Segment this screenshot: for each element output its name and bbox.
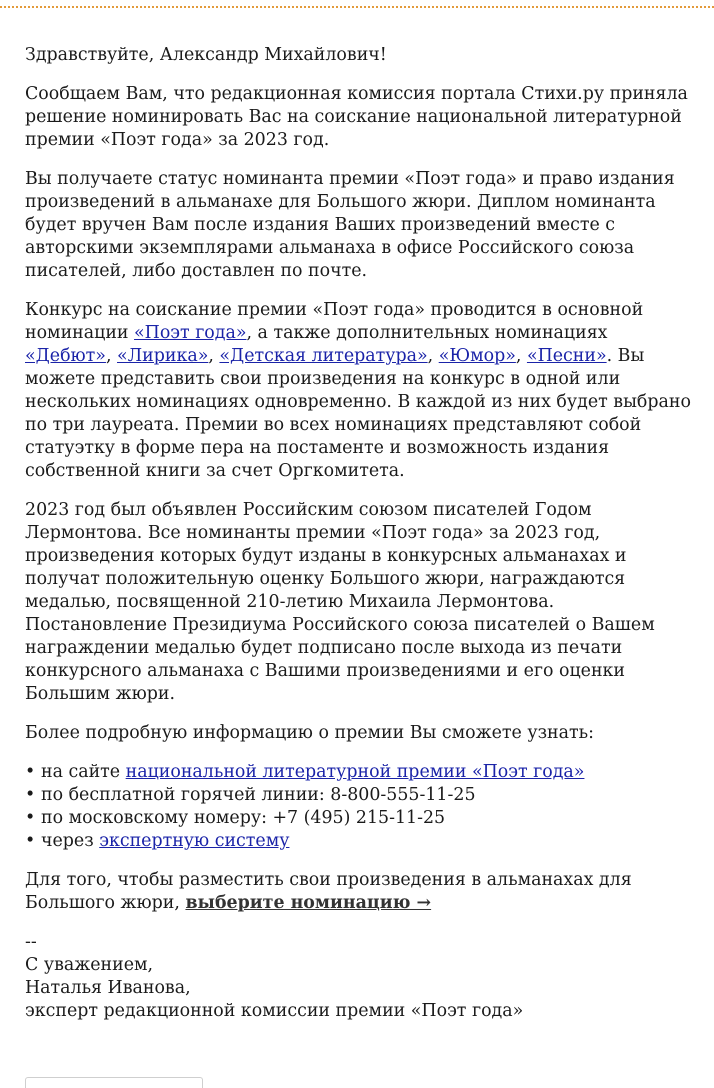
list-item: [25, 830, 693, 853]
choose-nomination-text: Для того, чтобы разместить свои произведения в альманахах для Большого жюри,: [25, 870, 632, 913]
list-item-text: на сайте: [41, 762, 126, 782]
list-item: [25, 807, 693, 830]
top-dotted-border: [0, 6, 714, 8]
link-prize-site[interactable]: национальной литературной премии «Поэт года»: [125, 762, 585, 782]
bullet-icon: •: [25, 785, 36, 805]
list-item-text: по московскому номеру: +7 (495) 215-11-25: [41, 808, 446, 828]
link-nomination-debut[interactable]: «Дебют»: [25, 346, 106, 366]
paragraph-choose-nomination: [25, 869, 693, 915]
separator: ,: [105, 346, 118, 366]
link-nomination-humor[interactable]: «Юмор»: [438, 346, 516, 366]
paragraph-more-info: Более подробную информацию о премии Вы сможете узнать:: [25, 723, 594, 743]
paragraph-nomination: Сообщаем Вам, что редакционная комиссия портала Стихи.ру приняла решение номинировать Вас на соискание национальной литературной премии «Поэт года» за 2023 год.: [25, 84, 688, 150]
choose-nomination-link[interactable]: выберите номинацию →: [185, 893, 432, 913]
contest-text-2: , а также дополнительных номинациях: [246, 323, 608, 343]
signature-regards: С уважением,: [25, 955, 154, 975]
paragraph-status: Вы получаете статус номинанта премии «Поэт года» и право издания произведений в альманахе для Большого жюри. Диплом номинанта будет вручен Вам после издания Ваших произведений вместе с авторскими экземплярами альманаха в офисе Российского союза писателей, либо доставлен по почте.: [25, 169, 675, 281]
signature: [25, 931, 693, 1023]
separator: ,: [208, 346, 220, 366]
paragraph-contest: [25, 299, 693, 483]
info-list: [25, 761, 693, 853]
email-body: [25, 44, 693, 1023]
greeting: Здравствуйте, Александр Михайлович!: [25, 45, 387, 65]
list-item-text: по бесплатной горячей линии: 8-800-555-11-25: [41, 785, 476, 805]
list-item: [25, 761, 693, 784]
contest-text-3: . Вы можете представить свои произведения на конкурс в одной или нескольких номинациях одновременно. В каждой из них будет выбрано по три лауреата. Премии во всех номинациях представляют собой статуэтку в форме пера на постаменте и возможность издания собственной книги за счет Оргкомитета.: [25, 346, 691, 481]
link-nomination-songs[interactable]: «Песни»: [526, 346, 607, 366]
paragraph-lermontov: 2023 год был объявлен Российским союзом писателей Годом Лермонтова. Все номинанты премии «Поэт года» за 2023 год, произведения которых будут изданы в конкурсных альманахах и получат положительную оценку Большого жюри, награждаются медалью, посвященной 210-летию Михаила Лермонтова. Постановление Президиума Российского союза писателей о Вашем награждении медалью будет подписано после выхода из печати конкурсного альманаха с Вашими произведениями и его оценки Большим жюри.: [25, 500, 655, 704]
link-expert-system[interactable]: экспертную систему: [99, 831, 290, 851]
bullet-icon: •: [25, 762, 36, 782]
bullet-icon: •: [25, 808, 36, 828]
contest-text-1: Конкурс на соискание премии «Поэт года» проводится в основной номинации: [25, 300, 644, 343]
link-nomination-poet-of-year[interactable]: «Поэт года»: [134, 323, 247, 343]
list-item: [25, 784, 693, 807]
separator: ,: [427, 346, 439, 366]
link-nomination-lyrics[interactable]: «Лирика»: [117, 346, 209, 366]
list-item-text: через: [41, 831, 100, 851]
signature-role: эксперт редакционной комиссии премии «Поэт года»: [25, 1001, 524, 1021]
link-nomination-children[interactable]: «Детская литература»: [219, 346, 428, 366]
signature-name: Наталья Иванова,: [25, 978, 191, 998]
signature-dash: --: [25, 932, 37, 952]
bullet-icon: •: [25, 831, 36, 851]
separator: ,: [515, 346, 527, 366]
